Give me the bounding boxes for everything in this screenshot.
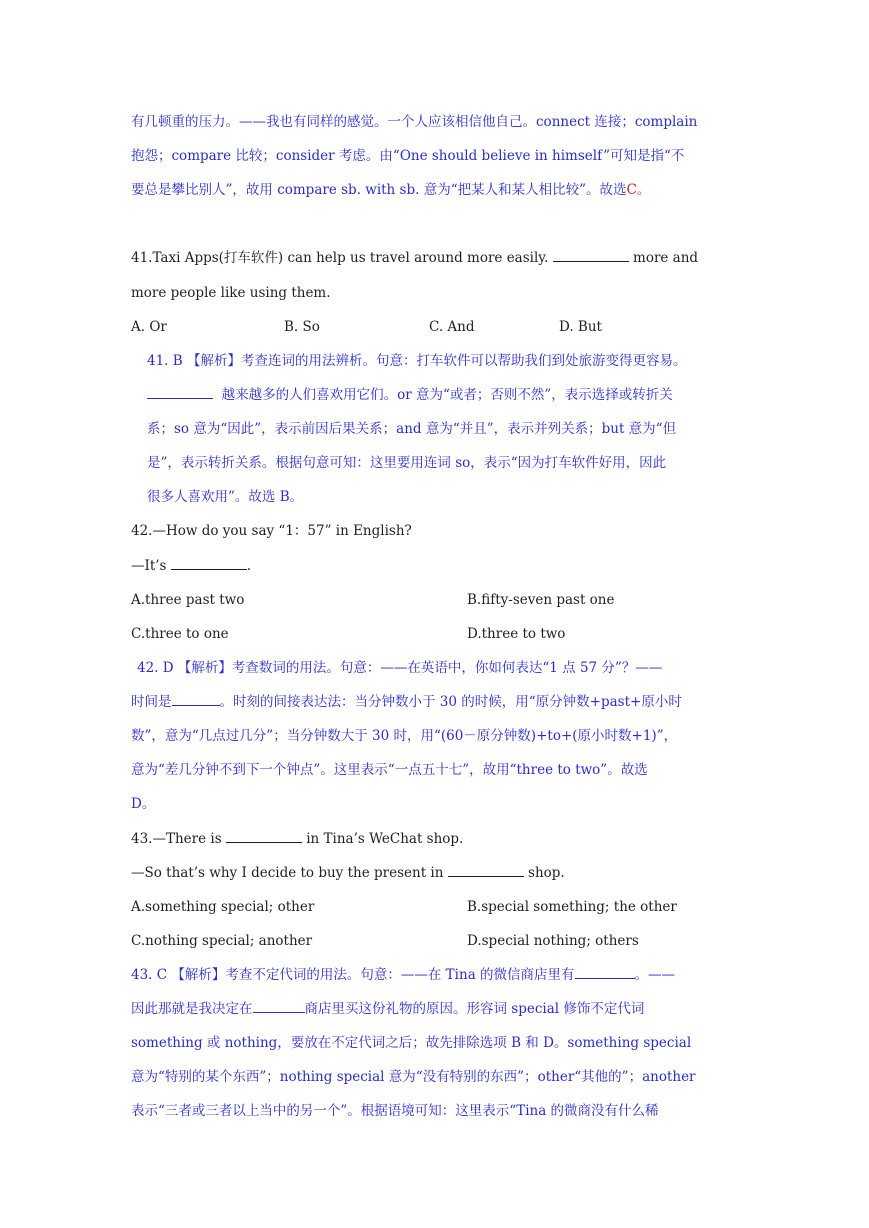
q41-explanation-line-5: 很多人喜欢用”。故选 B。 xyxy=(147,489,304,505)
q41-option-a: A. Or xyxy=(131,319,167,335)
q42-stem-period: . xyxy=(246,558,252,574)
q43-stem-text-2: —So that’s why I decide to buy the present in xyxy=(131,865,444,881)
q43-stem-tail-2: shop. xyxy=(528,865,565,881)
q42-explanation-text-2a: 时间是 xyxy=(131,694,172,710)
q43-explanation-line-1 xyxy=(131,965,737,985)
q42-option-b: B.fifty-seven past one xyxy=(467,592,615,608)
q41-explanation-text-2: 越来越多的人们喜欢用它们。or 意为“或者；否则不然”，表示选择或转折关 xyxy=(221,387,673,403)
q42-option-c: C.three to one xyxy=(131,626,229,642)
q43-option-c: C.nothing special; another xyxy=(131,933,313,949)
q42-explanation-line-4: 意为“差几分钟不到下一个钟点”。这里表示“一点五十七”，故用“three to two”。故选 xyxy=(131,762,648,778)
q43-stem-text: 43.—There is xyxy=(131,831,222,847)
q41-explanation-line-1: 41. B 【解析】考查连词的用法辨析。句意：打车软件可以帮助我们到处旅游变得更容易。 xyxy=(147,353,687,369)
q43-option-d: D.special nothing; others xyxy=(467,933,639,949)
q42-explanation-blank xyxy=(172,693,220,706)
prev-explanation-line-2: 抱怨；compare 比较；consider 考虑。由“One should believe in himself”可知是指“不 xyxy=(131,148,685,164)
q41-explanation-line-2 xyxy=(147,385,737,405)
q42-explanation-text-2b: 。时刻的间接表达法：当分钟数小于 30 的时候，用“原分钟数+past+原小时 xyxy=(219,694,682,710)
q41-option-b: B. So xyxy=(284,319,320,335)
q43-explanation-line-3: something 或 nothing，要放在不定代词之后；故先排除选项 B 和 D。something special xyxy=(131,1035,692,1051)
q43-explanation-line-5: 表示“三者或三者以上当中的另一个”。根据语境可知：这里表示“Tina 的微商没有什么稀 xyxy=(131,1103,659,1119)
q43-stem-line-2 xyxy=(131,863,737,883)
q41-stem-line-2: more people like using them. xyxy=(131,285,331,301)
q41-blank xyxy=(553,249,629,262)
q43-blank-2 xyxy=(448,864,524,877)
q41-option-d: D. But xyxy=(559,319,602,335)
q42-stem-line-2 xyxy=(131,556,737,576)
q43-stem-line-1 xyxy=(131,829,737,849)
prev-explanation-line-3 xyxy=(131,180,737,200)
q42-option-d: D.three to two xyxy=(467,626,566,642)
prev-explanation-line-1: 有几顿重的压力。——我也有同样的感觉。一个人应该相信他自己。connect 连接；complain xyxy=(131,114,698,130)
q43-option-b: B.special something; the other xyxy=(467,899,677,915)
q43-blank-1 xyxy=(226,830,302,843)
q43-explanation-line-4: 意为“特别的某个东西”；nothing special 意为“没有特别的东西”；other“其他的”；another xyxy=(131,1069,696,1085)
q43-stem-tail: in Tina’s WeChat shop. xyxy=(306,831,464,847)
prev-explanation-text: 要总是攀比别人”，故用 compare sb. with sb. 意为“把某人和某人相比较”。故选 xyxy=(131,182,627,198)
q42-explanation-line-2 xyxy=(131,692,737,712)
q43-explanation-blank-1 xyxy=(575,966,635,979)
q41-explanation-blank xyxy=(147,386,213,399)
q42-explanation-line-1: 42. D 【解析】考查数词的用法。句意：——在英语中，你如何表达“1 点 57 分”？—— xyxy=(137,660,663,676)
q41-stem-text: 41.Taxi Apps(打车软件) can help us travel around more easily. xyxy=(131,250,549,266)
q41-stem-tail: more and xyxy=(633,250,699,266)
q43-explanation-text-2b: 商店里买这份礼物的原因。形容词 special 修饰不定代词 xyxy=(304,1001,645,1017)
q42-explanation-line-3: 数”，意为“几点过几分”；当分钟数大于 30 时，用“(60－原分钟数)+to+(原小时数+1)”， xyxy=(131,728,678,744)
q43-explanation-text-2a: 因此那就是我决定在 xyxy=(131,1001,253,1017)
q43-option-a: A.something special; other xyxy=(131,899,315,915)
q43-explanation-line-2 xyxy=(131,999,737,1019)
q41-stem-line-1 xyxy=(131,248,737,268)
q42-option-a: A.three past two xyxy=(131,592,245,608)
q41-explanation-line-3: 系；so 意为“因此”，表示前因后果关系；and 意为“并且”，表示并列关系；but 意为“但 xyxy=(147,421,677,437)
q43-explanation-blank-2 xyxy=(253,1000,305,1013)
q42-stem-line-1: 42.—How do you say “1：57” in English? xyxy=(131,523,412,539)
q42-explanation-line-5: D。 xyxy=(131,796,156,812)
q43-explanation-text-1a: 43. C 【解析】考查不定代词的用法。句意：——在 Tina 的微信商店里有 xyxy=(131,967,575,983)
q42-blank xyxy=(171,557,247,570)
prev-answer: C。 xyxy=(626,182,651,198)
q41-option-c: C. And xyxy=(429,319,475,335)
q43-explanation-text-1b: 。—— xyxy=(634,967,676,983)
q42-stem-text: —It’s xyxy=(131,558,167,574)
q41-explanation-line-4: 是”，表示转折关系。根据句意可知：这里要用连词 so，表示“因为打车软件好用，因此 xyxy=(147,455,667,471)
